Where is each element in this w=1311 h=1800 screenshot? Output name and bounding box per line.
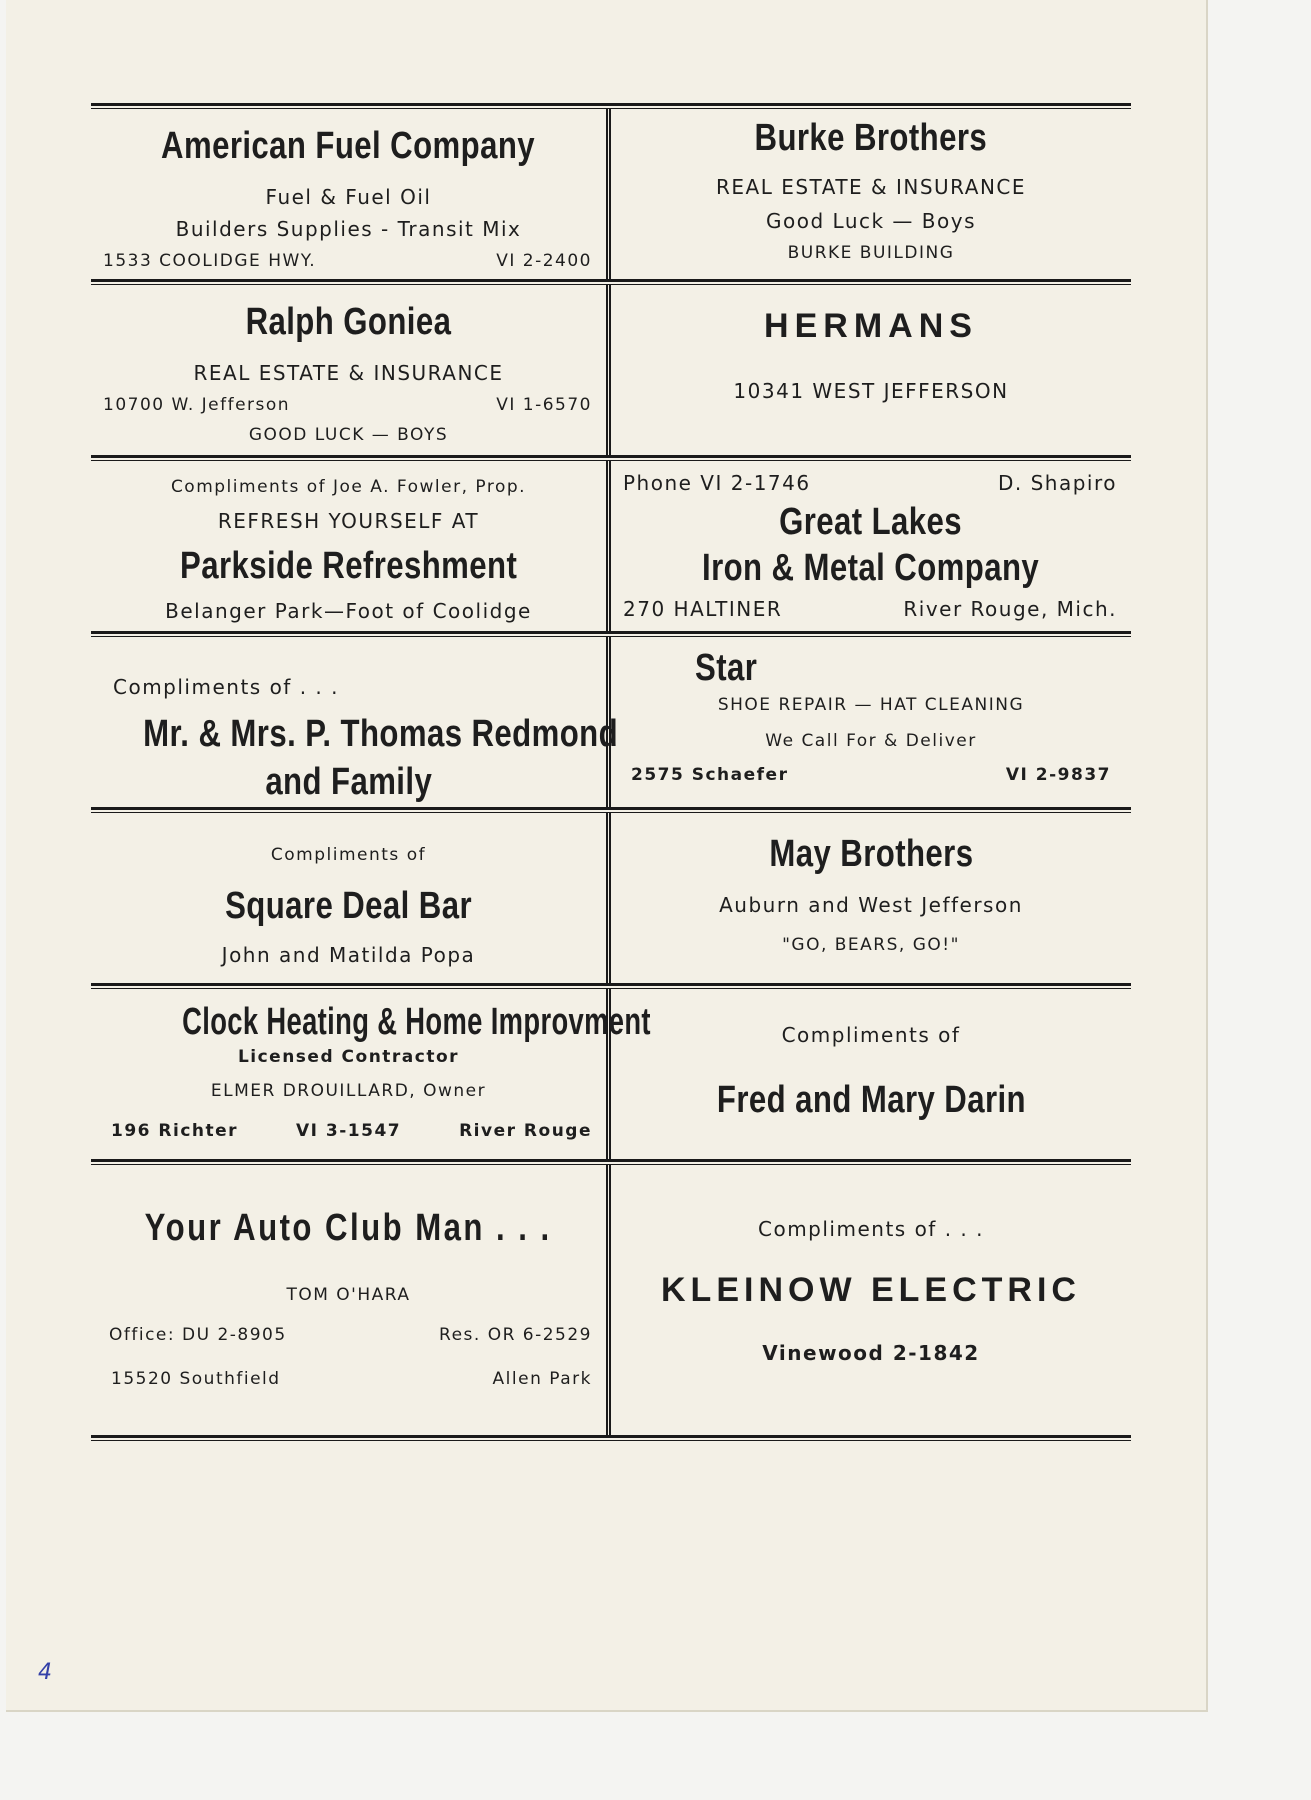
ad-square-deal-bar [91, 813, 611, 983]
ad-may-brothers [611, 813, 1131, 983]
ad-text: Compliments of [270, 845, 427, 865]
ad-kleinow-electric [611, 1165, 1131, 1435]
ad-text: REAL ESTATE & INSURANCE [715, 175, 1027, 199]
ad-text: REAL ESTATE & INSURANCE [193, 361, 504, 385]
ad-phone: VI 2-2400 [496, 251, 592, 271]
ad-address: 196 Richter [111, 1121, 239, 1141]
ad-star [611, 637, 1131, 807]
ad-address: 10341 WEST JEFFERSON [733, 379, 1009, 403]
ad-burke-brothers [611, 109, 1131, 279]
ad-phone: VI 3-1547 [296, 1121, 402, 1141]
ad-title: KLEINOW ELECTRIC [661, 1271, 1081, 1309]
ad-text: Compliments of [781, 1023, 961, 1047]
ad-row [91, 989, 1131, 1159]
ad-text: Licensed Contractor [237, 1047, 460, 1067]
ad-title: Star [695, 647, 758, 689]
ad-text: Compliments of . . . [113, 675, 339, 699]
ad-ralph-goniea [91, 285, 611, 455]
ad-auto-club [91, 1165, 611, 1435]
ad-clock-heating [91, 989, 651, 1159]
ad-text: Compliments of Joe A. Fowler, Prop. [170, 477, 527, 497]
ad-text: BURKE BUILDING [787, 243, 955, 263]
ad-contact [623, 597, 1117, 621]
ad-phone: VI 2-9837 [1005, 765, 1111, 785]
ad-text: Auburn and West Jefferson [719, 893, 1023, 917]
ad-row [91, 285, 1131, 455]
ad-text: GOOD LUCK — BOYS [248, 425, 449, 445]
ad-contact [623, 471, 1117, 495]
ad-city: River Rouge, Mich. [903, 597, 1117, 621]
ad-title: Ralph Goniea [245, 301, 452, 343]
ad-text: Good Luck — Boys [766, 209, 976, 233]
ad-text: ELMER DROUILLARD, Owner [210, 1081, 487, 1101]
ad-title: Fred and Mary Darin [716, 1079, 1026, 1121]
ad-text: We Call For & Deliver [765, 731, 977, 751]
ad-city: Allen Park [492, 1369, 592, 1389]
rule [91, 1435, 1131, 1441]
ad-text: TOM O'HARA [286, 1285, 411, 1305]
ad-address: 1533 COOLIDGE HWY. [103, 251, 317, 271]
ad-contact [111, 1121, 592, 1141]
ad-contact [111, 1369, 592, 1389]
ad-title: Parkside Refreshment [179, 545, 518, 587]
ad-contact [631, 765, 1111, 785]
ad-title: and Family [265, 761, 432, 803]
ad-darin [611, 989, 1131, 1159]
ad-address: 15520 Southfield [111, 1369, 281, 1389]
ad-phone: VI 1-6570 [496, 395, 592, 415]
ad-text: SHOE REPAIR — HAT CLEANING [717, 695, 1025, 715]
ad-american-fuel [91, 109, 611, 279]
ad-parkside-refreshment [91, 461, 611, 631]
ad-phone: Res. OR 6-2529 [439, 1325, 592, 1345]
ad-title: May Brothers [768, 833, 974, 875]
ad-title: Mr. & Mrs. P. Thomas Redmond [143, 713, 619, 755]
ad-contact [103, 251, 592, 271]
ad-contact [109, 1325, 592, 1345]
ad-row [91, 1165, 1131, 1435]
ad-title: Square Deal Bar [225, 885, 472, 927]
ad-row [91, 461, 1131, 631]
ad-phone: Phone VI 2-1746 [623, 471, 811, 495]
ad-owner: D. Shapiro [997, 471, 1117, 495]
ad-address: 270 HALTINER [623, 597, 783, 621]
ad-row [91, 637, 1131, 807]
ad-title: Clock Heating & Home Improvment [182, 1001, 651, 1043]
ad-phone: Vinewood 2-1842 [762, 1341, 980, 1365]
ad-title: Burke Brothers [754, 117, 988, 159]
ad-title: Your Auto Club Man . . . [145, 1207, 552, 1249]
ad-title: Iron & Metal Company [702, 547, 1040, 589]
ad-text: Fuel & Fuel Oil [265, 185, 432, 209]
ad-city: River Rouge [459, 1121, 592, 1141]
ad-row [91, 109, 1131, 279]
ad-text: Belanger Park—Foot of Coolidge [165, 599, 532, 623]
ad-hermans [611, 285, 1131, 455]
ad-row [91, 813, 1131, 983]
ad-text: John and Matilda Popa [221, 943, 476, 967]
ad-title: Great Lakes [779, 501, 963, 543]
ad-text: Builders Supplies - Transit Mix [175, 217, 522, 241]
ad-text: Compliments of . . . [758, 1217, 984, 1241]
ad-title: HERMANS [764, 307, 978, 345]
ad-redmond [91, 637, 619, 807]
ad-address: 2575 Schaefer [631, 765, 789, 785]
ad-great-lakes [611, 461, 1131, 631]
ad-contact [103, 395, 592, 415]
ad-text: REFRESH YOURSELF AT [217, 509, 480, 533]
ad-grid [91, 103, 1131, 1441]
ad-phone: Office: DU 2-8905 [109, 1325, 287, 1345]
ad-address: 10700 W. Jefferson [103, 395, 291, 415]
page-number: 4 [38, 1660, 52, 1685]
ad-title: American Fuel Company [161, 125, 536, 167]
program-page [6, 0, 1208, 1712]
ad-text: "GO, BEARS, GO!" [782, 935, 960, 955]
